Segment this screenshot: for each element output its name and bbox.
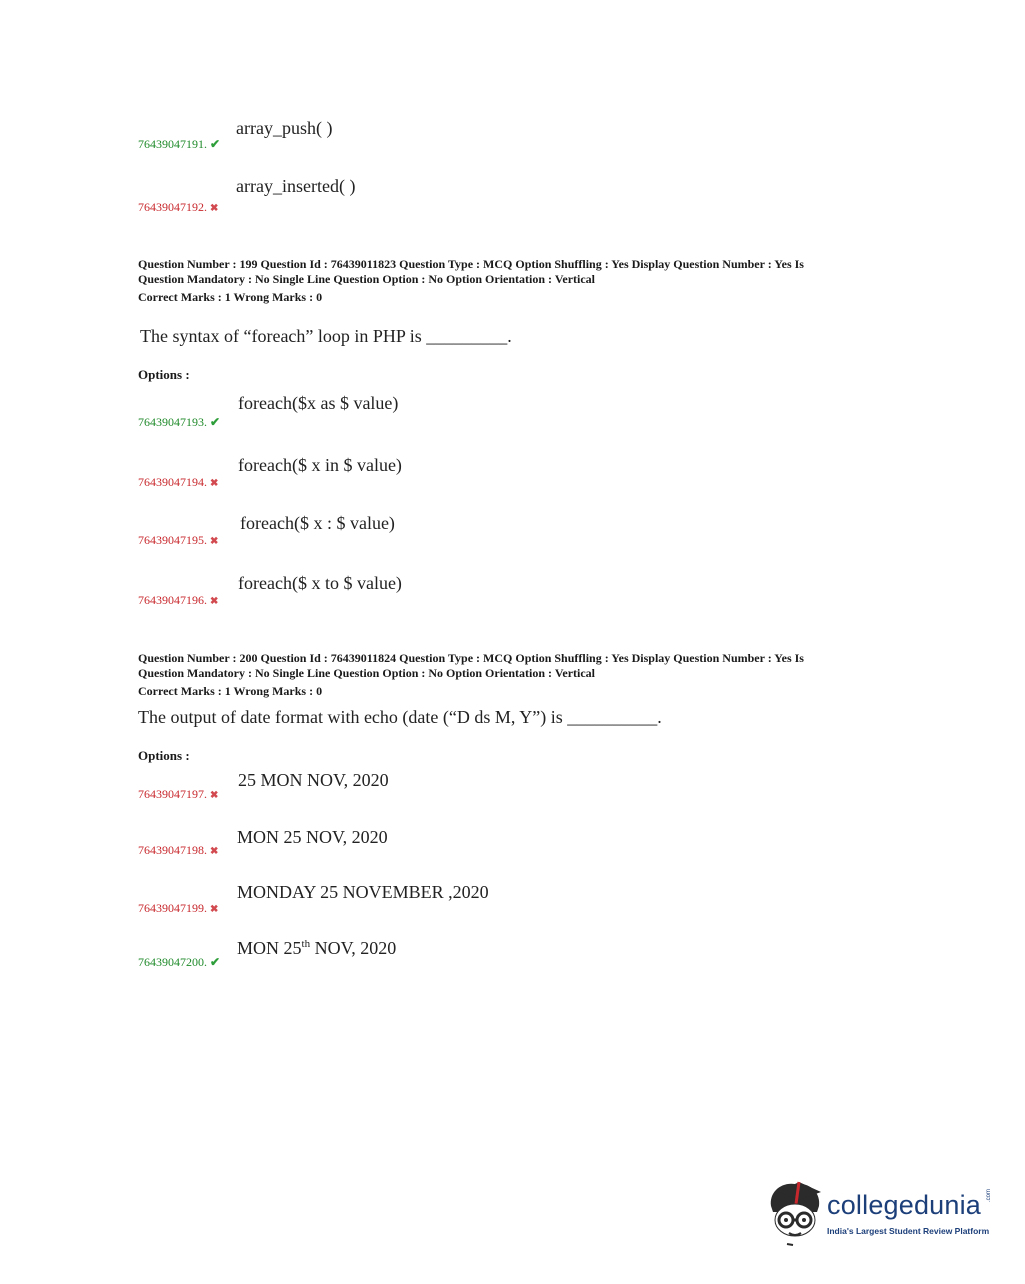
option-id-wrong: [138, 200, 218, 215]
options-label: Options :: [138, 748, 190, 763]
logo-wordmark: collegedunia: [827, 1190, 982, 1220]
cross-icon: ✖: [210, 536, 219, 547]
option-id-correct: [138, 415, 220, 430]
option-text-superscript: th: [301, 938, 311, 950]
question-meta: [138, 651, 908, 681]
option-text: foreach($ x to $ value): [238, 573, 402, 593]
option-id-label: 76439047198.: [138, 843, 207, 857]
option-text: 25 MON NOV, 2020: [238, 770, 389, 790]
option-text: MON 25 NOV, 2020: [237, 827, 388, 847]
meta-line: Question Number : 200 Question Id : 76439011824 Question Type : MCQ Option Shuffling : Yes Display Question Number : Yes Is: [138, 651, 804, 665]
option-id-label: 76439047199.: [138, 901, 207, 915]
option-id-label: 76439047194.: [138, 475, 207, 489]
mascot-icon: [765, 1178, 825, 1248]
logo-tagline: India's Largest Student Review Platform: [827, 1226, 990, 1236]
option-id-label: 76439047200.: [138, 955, 207, 969]
option-text: foreach($x as $ value): [238, 393, 399, 413]
option-id-label: 76439047195.: [138, 533, 207, 547]
option-text: array_inserted( ): [236, 176, 356, 196]
option-text: [237, 938, 396, 959]
option-id-label: 76439047193.: [138, 415, 207, 429]
cross-icon: ✖: [210, 846, 219, 857]
cross-icon: ✖: [210, 478, 219, 489]
check-icon: ✔: [210, 137, 221, 151]
cross-icon: ✖: [210, 596, 219, 607]
cross-icon: ✖: [210, 904, 219, 915]
option-id-label: 76439047197.: [138, 787, 207, 801]
option-id-wrong: [138, 843, 218, 858]
question-text: The syntax of “foreach” loop in PHP is _________.: [140, 326, 512, 346]
cross-icon: ✖: [210, 790, 219, 801]
options-label: Options :: [138, 367, 190, 382]
option-id-wrong: [138, 787, 218, 802]
option-id-wrong: [138, 901, 218, 916]
option-id-label: 76439047191.: [138, 137, 207, 151]
option-text-part: MON 25: [237, 938, 302, 958]
check-icon: ✔: [210, 415, 221, 429]
option-id-label: 76439047196.: [138, 593, 207, 607]
question-text: The output of date format with echo (date (“D ds M, Y”) is __________.: [138, 707, 662, 727]
check-icon: ✔: [210, 955, 221, 969]
option-id-wrong: [138, 593, 218, 608]
collegedunia-logo: [765, 1178, 1005, 1248]
question-marks: Correct Marks : 1 Wrong Marks : 0: [138, 290, 323, 304]
option-text-part: NOV, 2020: [310, 938, 397, 958]
option-id-label: 76439047192.: [138, 200, 207, 214]
option-text: MONDAY 25 NOVEMBER ,2020: [237, 882, 489, 902]
cross-icon: ✖: [210, 203, 219, 214]
option-id-wrong: [138, 533, 218, 548]
option-text: array_push( ): [236, 118, 333, 138]
meta-line: Question Mandatory : No Single Line Question Option : No Option Orientation : Vertical: [138, 666, 596, 680]
question-marks: Correct Marks : 1 Wrong Marks : 0: [138, 684, 323, 698]
question-meta: [138, 257, 908, 287]
option-text: foreach($ x : $ value): [240, 513, 395, 533]
option-id-correct: [138, 955, 220, 970]
meta-line: Question Mandatory : No Single Line Question Option : No Option Orientation : Vertical: [138, 272, 596, 286]
option-text: foreach($ x in $ value): [238, 455, 402, 475]
meta-line: Question Number : 199 Question Id : 76439011823 Question Type : MCQ Option Shuffling : Yes Display Question Number : Yes Is: [138, 257, 804, 271]
logo-domain: .com: [986, 1188, 992, 1202]
option-id-correct: [138, 137, 220, 152]
option-id-wrong: [138, 475, 218, 490]
